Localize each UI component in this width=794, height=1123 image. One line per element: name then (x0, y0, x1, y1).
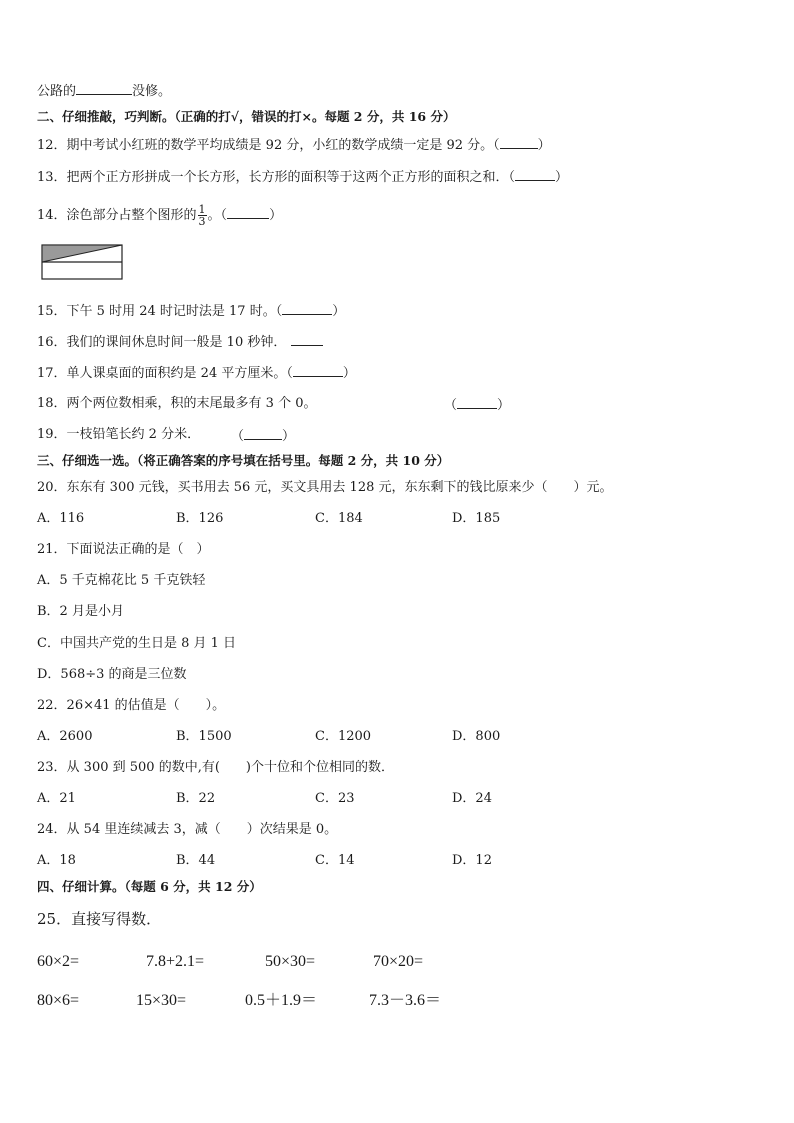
calc-item: 7.8+2.1= (146, 953, 205, 970)
answer-blank[interactable] (244, 427, 282, 440)
answer-blank[interactable] (515, 168, 555, 181)
question-20: 20．东东有 300 元钱，买书用去 56 元，买文具用去 128 元，东东剩下的钱比原来少（ ）元。 (37, 480, 613, 495)
q20-option-a[interactable]: A．116 (37, 511, 85, 526)
question-21: 21．下面说法正确的是（ ） (37, 542, 210, 557)
answer-blank[interactable] (293, 364, 343, 377)
question-13: 13．把两个正方形拼成一个长方形，长方形的面积等于这两个正方形的面积之和．（ ） (37, 170, 569, 185)
q24-option-b[interactable]: B．44 (176, 853, 216, 868)
question-25: 25．直接写得数． (37, 910, 162, 928)
continued-line: 公路的 没修。 (37, 84, 172, 99)
question-12: 12．期中考试小红班的数学平均成绩是 92 分，小红的数学成绩一定是 92 分。（ ） (37, 138, 551, 153)
question-19-blank: （ ） (231, 429, 296, 444)
answer-blank[interactable] (500, 136, 538, 149)
question-17: 17．单人课桌面的面积约是 24 平方厘米。（ ） (37, 366, 356, 381)
q22-option-b[interactable]: B．1500 (176, 729, 232, 744)
q24-option-c[interactable]: C．14 (315, 853, 355, 868)
q22-option-d[interactable]: D．800 (452, 729, 501, 744)
answer-blank[interactable] (282, 302, 332, 315)
q23-option-b[interactable]: B．22 (176, 791, 216, 806)
answer-blank[interactable] (76, 82, 132, 95)
q23-option-d[interactable]: D．24 (452, 791, 492, 806)
section-3-heading: 三、仔细选一选。（将正确答案的序号填在括号里。每题 2 分，共 10 分） (37, 453, 450, 468)
calc-item: 15×30= (136, 992, 187, 1009)
question-16: 16．我们的课间休息时间一般是 10 秒钟． (37, 333, 323, 351)
section-2-heading: 二、仔细推敲，巧判断。（正确的打√，错误的打×。每题 2 分，共 16 分） (37, 109, 456, 124)
calc-item: 80×6= (37, 992, 80, 1009)
question-18: 18．两个两位数相乘，积的末尾最多有 3 个 0。 (37, 396, 317, 411)
q21-option-d[interactable]: D．568÷3 的商是三位数 (37, 667, 187, 682)
question-18-blank: （ ） (444, 398, 511, 413)
fraction-one-third: $\frac{1}{3}$ (198, 203, 206, 228)
q20-option-c[interactable]: C．184 (315, 511, 363, 526)
calc-item: 0.5＋1.9＝ (245, 992, 318, 1009)
q21-option-c[interactable]: C．中国共产党的生日是 8 月 1 日 (37, 636, 237, 651)
question-19: 19．一枝铅笔长约 2 分米． (37, 427, 201, 442)
question-23: 23．从 300 到 500 的数中,有( )个十位和个位相同的数． (37, 760, 394, 775)
answer-blank[interactable] (457, 396, 497, 409)
question-14: 14．涂色部分占整个图形的 $\frac{1}{3}$ 。（ ） (37, 203, 283, 228)
q20-option-d[interactable]: D．185 (452, 511, 501, 526)
q22-option-a[interactable]: A．2600 (37, 729, 93, 744)
question-15: 15．下午 5 时用 24 时记时法是 17 时。（ ） (37, 304, 346, 319)
shaded-rectangle-figure (40, 243, 124, 281)
calc-item: 7.3－3.6＝ (369, 992, 442, 1009)
calc-item: 50×30= (265, 953, 316, 970)
answer-blank[interactable] (227, 206, 269, 219)
q24-option-d[interactable]: D．12 (452, 853, 492, 868)
answer-blank[interactable] (291, 333, 323, 346)
q20-option-b[interactable]: B．126 (176, 511, 224, 526)
question-22: 22．26×41 的估值是（ ）。 (37, 698, 226, 713)
section-4-heading: 四、仔细计算。（每题 6 分，共 12 分） (37, 879, 262, 894)
q23-option-c[interactable]: C．23 (315, 791, 355, 806)
calc-item: 60×2= (37, 953, 80, 970)
question-24: 24．从 54 里连续减去 3，减（ ）次结果是 0。 (37, 822, 338, 837)
q21-option-a[interactable]: A．5 千克棉花比 5 千克铁轻 (37, 573, 206, 588)
q24-option-a[interactable]: A．18 (37, 853, 76, 868)
q23-option-a[interactable]: A．21 (37, 791, 76, 806)
q22-option-c[interactable]: C．1200 (315, 729, 372, 744)
calc-item: 70×20= (373, 953, 424, 970)
q21-option-b[interactable]: B．2 月是小月 (37, 604, 124, 619)
